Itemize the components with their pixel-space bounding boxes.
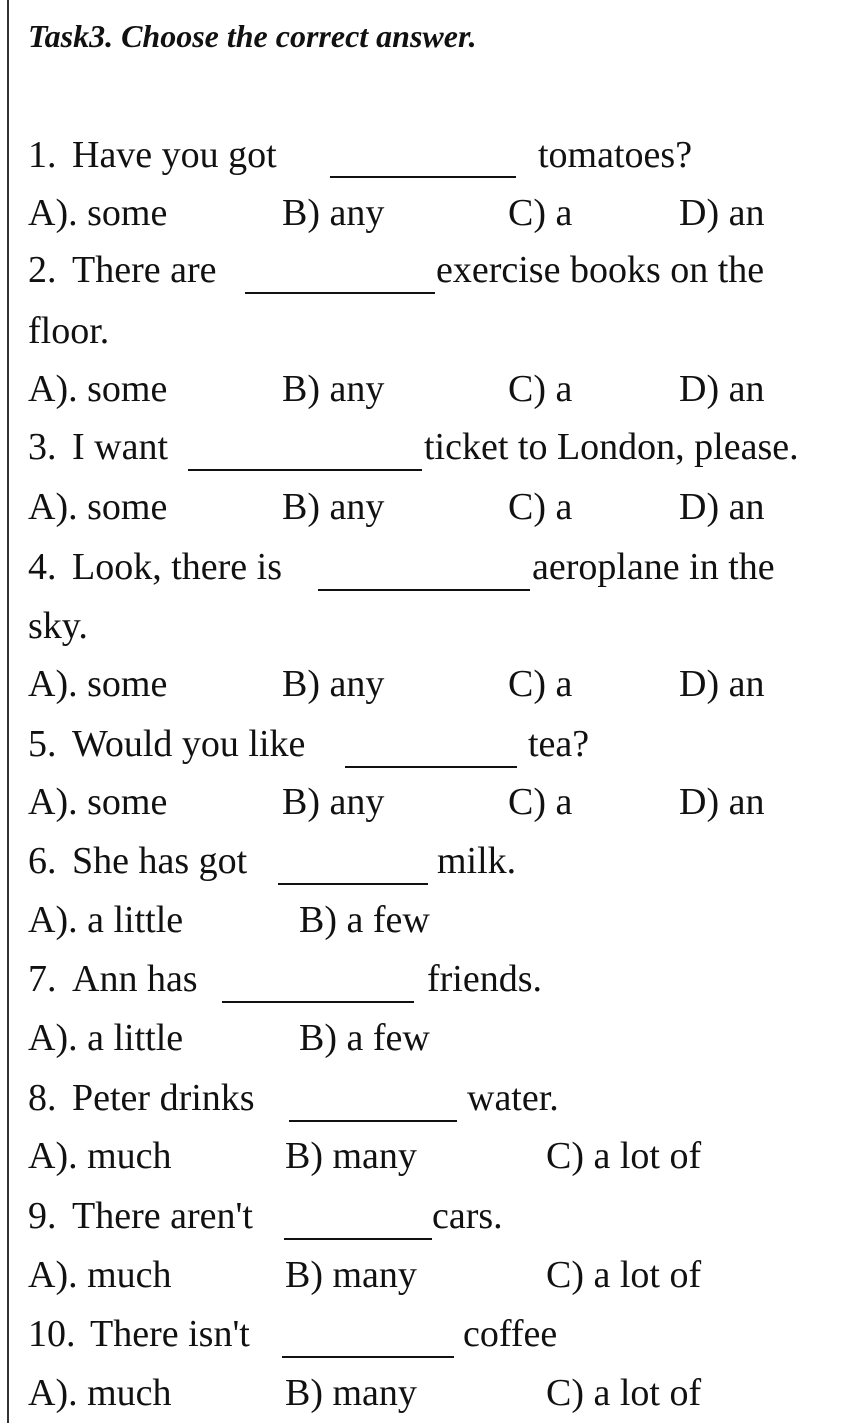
question-8-option-b[interactable]: B) many [285, 1135, 417, 1177]
question-8-before: Peter drinks [72, 1077, 255, 1119]
question-6-after: milk. [437, 840, 517, 882]
question-8-option-a[interactable]: A). much [28, 1135, 172, 1177]
question-3-option-d[interactable]: D) an [679, 486, 765, 528]
question-1-option-c[interactable]: C) a [508, 192, 573, 234]
question-9-option-c[interactable]: C) a lot of [546, 1254, 702, 1296]
page-border [7, 0, 9, 1423]
question-10-after: coffee [463, 1313, 558, 1355]
question-2-option-d[interactable]: D) an [679, 368, 765, 410]
question-7-number: 7. [28, 958, 57, 1000]
question-10-number: 10. [28, 1313, 76, 1355]
question-3-option-b[interactable]: B) any [282, 486, 385, 528]
question-5-number: 5. [28, 723, 57, 765]
question-4-blank [318, 589, 530, 591]
question-1-after: tomatoes? [538, 134, 693, 176]
question-7-after: friends. [427, 958, 543, 1000]
question-10-blank [282, 1356, 454, 1358]
question-2-option-c[interactable]: C) a [508, 368, 573, 410]
question-5-option-c[interactable]: C) a [508, 781, 573, 823]
question-10-option-a[interactable]: A). much [28, 1372, 172, 1414]
question-9-after: cars. [432, 1195, 503, 1237]
question-9-before: There aren't [72, 1195, 253, 1237]
question-9-option-b[interactable]: B) many [285, 1254, 417, 1296]
question-3-option-a[interactable]: A). some [28, 486, 168, 528]
question-2-option-b[interactable]: B) any [282, 368, 385, 410]
question-7-option-b[interactable]: B) a few [299, 1017, 430, 1059]
question-1-option-d[interactable]: D) an [679, 192, 765, 234]
question-6-option-b[interactable]: B) a few [299, 899, 430, 941]
question-4-continuation: sky. [28, 605, 88, 647]
question-4-number: 4. [28, 546, 57, 588]
question-2-after: exercise books on the [436, 249, 765, 291]
question-1-number: 1. [28, 134, 57, 176]
question-4-before: Look, there is [72, 546, 283, 588]
question-9-number: 9. [28, 1195, 57, 1237]
question-2-continuation: floor. [28, 310, 110, 352]
question-6-before: She has got [72, 840, 248, 882]
question-2-number: 2. [28, 249, 57, 291]
question-2-option-a[interactable]: A). some [28, 368, 168, 410]
question-5-before: Would you like [72, 723, 306, 765]
question-8-blank [289, 1120, 457, 1122]
question-3-number: 3. [28, 426, 57, 468]
question-1-option-b[interactable]: B) any [282, 192, 385, 234]
question-6-option-a[interactable]: A). a little [28, 899, 184, 941]
question-4-option-c[interactable]: C) a [508, 663, 573, 705]
question-5-after: tea? [528, 723, 590, 765]
question-7-blank [222, 1001, 414, 1003]
question-6-blank [278, 883, 428, 885]
question-10-before: There isn't [90, 1313, 250, 1355]
question-4-after: aeroplane in the [532, 546, 775, 588]
question-8-after: water. [467, 1077, 559, 1119]
question-10-option-b[interactable]: B) many [285, 1372, 417, 1414]
question-1-option-a[interactable]: A). some [28, 192, 168, 234]
question-5-option-d[interactable]: D) an [679, 781, 765, 823]
question-2-before: There are [72, 249, 217, 291]
question-8-number: 8. [28, 1077, 57, 1119]
task-title: Task3. Choose the correct answer. [28, 18, 477, 54]
question-3-before: I want [72, 426, 169, 468]
question-10-option-c[interactable]: C) a lot of [546, 1372, 702, 1414]
question-8-option-c[interactable]: C) a lot of [546, 1135, 702, 1177]
question-9-blank [284, 1238, 432, 1240]
question-1-blank [330, 176, 516, 178]
question-6-number: 6. [28, 840, 57, 882]
question-5-option-a[interactable]: A). some [28, 781, 168, 823]
question-5-blank [345, 766, 517, 768]
question-1-before: Have you got [72, 134, 277, 176]
question-5-option-b[interactable]: B) any [282, 781, 385, 823]
question-9-option-a[interactable]: A). much [28, 1254, 172, 1296]
question-2-blank [245, 292, 435, 294]
question-3-blank [188, 469, 422, 471]
question-4-option-d[interactable]: D) an [679, 663, 765, 705]
question-3-after: ticket to London, please. [424, 426, 799, 468]
question-3-option-c[interactable]: C) a [508, 486, 573, 528]
question-4-option-b[interactable]: B) any [282, 663, 385, 705]
question-7-before: Ann has [72, 958, 198, 1000]
question-7-option-a[interactable]: A). a little [28, 1017, 184, 1059]
question-4-option-a[interactable]: A). some [28, 663, 168, 705]
